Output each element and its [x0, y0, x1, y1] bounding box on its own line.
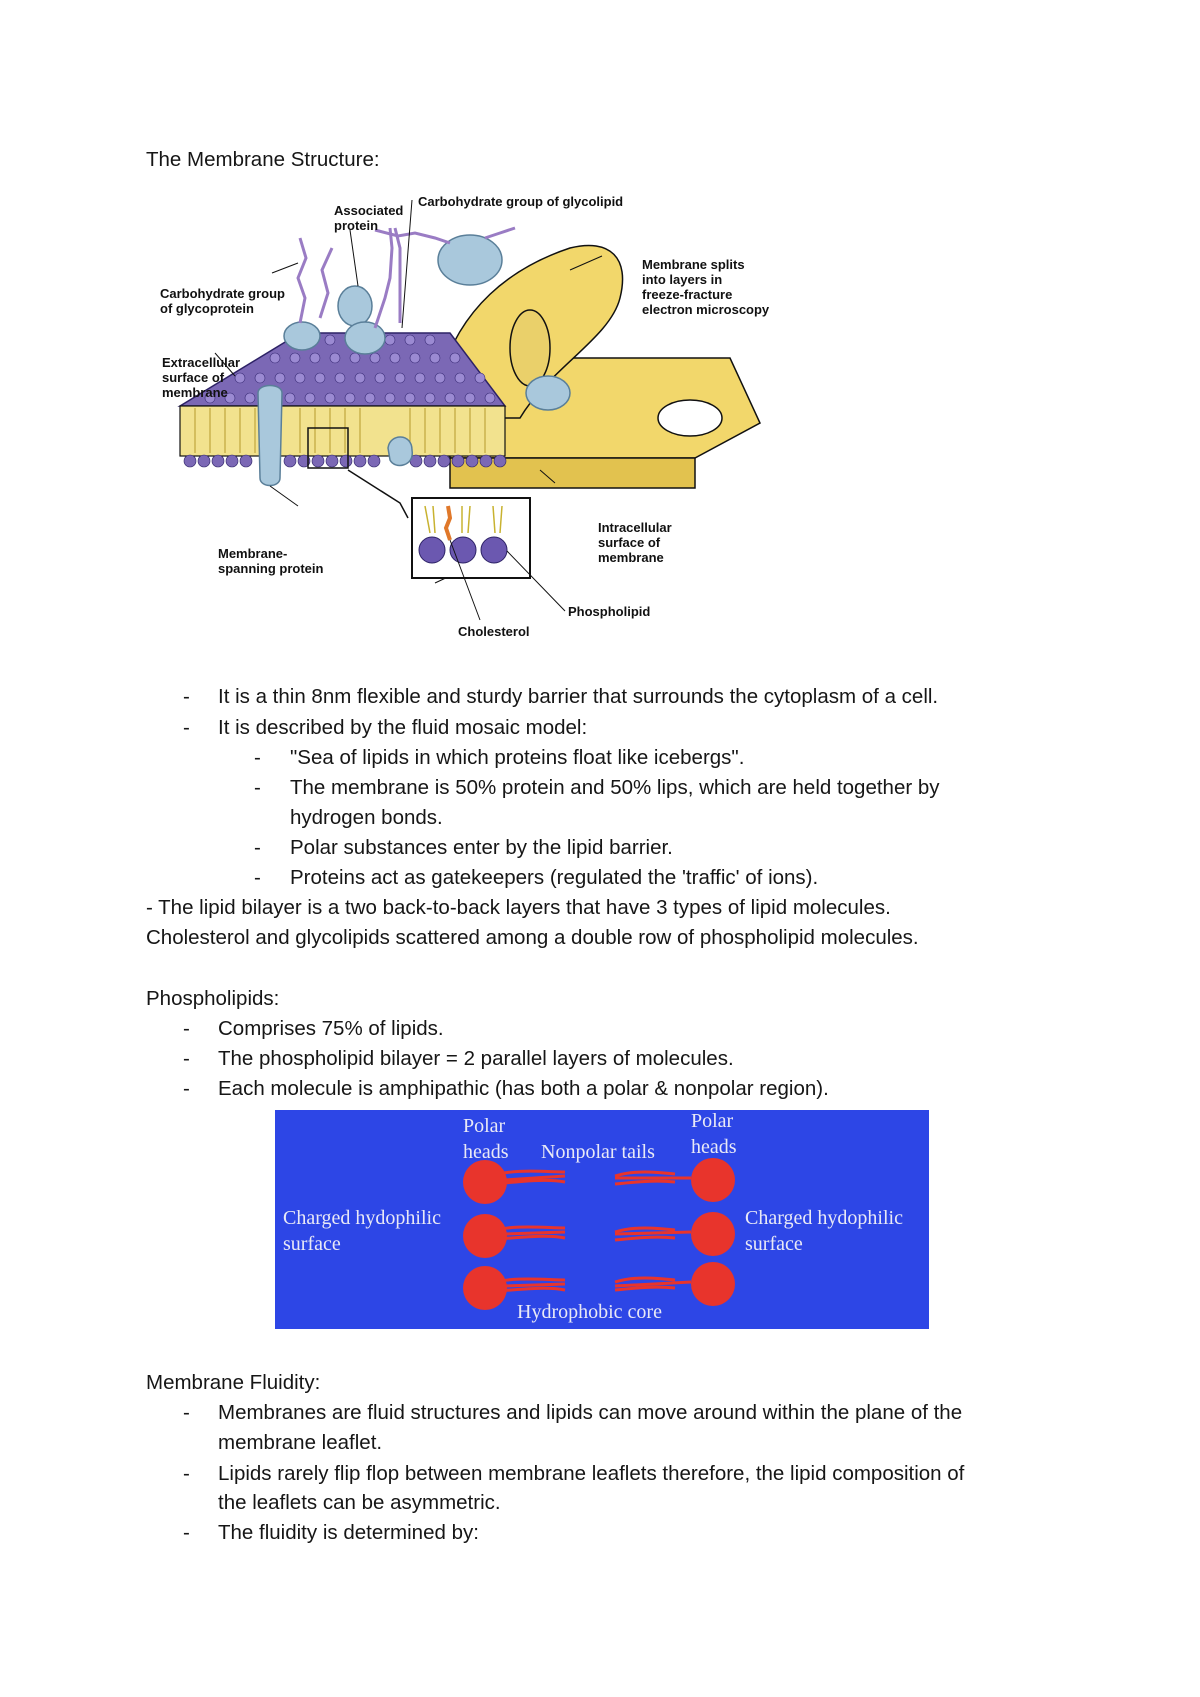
label-polar-heads-right: Polar heads [691, 1110, 737, 1158]
slab-hole [658, 400, 722, 436]
label-spanning-protein: Membrane- spanning protein [218, 546, 324, 576]
label-cholesterol: Cholesterol [458, 624, 530, 639]
split-layer-opening [510, 310, 550, 386]
label-charged-right: Charged hydophilic surface [745, 1207, 903, 1255]
inset-head-3 [481, 537, 507, 563]
structure-bullet: It is a thin 8nm flexible and sturdy barrier that surrounds the cytoplasm of a cell. [218, 685, 939, 708]
phospholipid-leader [507, 551, 565, 611]
label-intracellular: Intracellular surface of membrane [598, 520, 672, 565]
phospholipid-bullet: Each molecule is amphipathic (has both a polar & nonpolar region). [218, 1077, 829, 1100]
fluidity-bullet: The fluidity is determined by: [218, 1521, 479, 1544]
heading-phospholipids: Phospholipids: [146, 987, 280, 1010]
sub-bullet-dash: - [254, 836, 261, 859]
structure-sub-bullet: Polar substances enter by the lipid barrier. [290, 836, 673, 859]
fluidity-bullet-continuation: the leaflets can be asymmetric. [218, 1491, 501, 1514]
label-polar-heads-left: Polar heads [463, 1115, 509, 1163]
phospholipid-bullet: Comprises 75% of lipids. [218, 1017, 444, 1040]
structure-sub-bullet: Proteins act as gatekeepers (regulated the 'traffic' of ions). [290, 866, 819, 889]
bullet-dash: - [183, 716, 190, 739]
phospholipid-bullet: The phospholipid bilayer = 2 parallel layers of molecules. [218, 1047, 734, 1070]
label-phospholipid: Phospholipid [568, 604, 651, 619]
fluidity-bullet-continuation: membrane leaflet. [218, 1431, 383, 1454]
sub-bullet-dash: - [254, 746, 261, 769]
bilayer-line: - The lipid bilayer is a two back-to-back layers that have 3 types of lipid molecules. [146, 896, 891, 919]
fractured-protein [526, 376, 570, 410]
bullet-dash: - [183, 1521, 190, 1544]
fluidity-bullet: Membranes are fluid structures and lipids can move around within the plane of the [218, 1401, 963, 1424]
label-carb-glycoprotein: Carbohydrate group of glycoprotein [160, 286, 285, 316]
bilayer-diagram [275, 1110, 929, 1329]
peripheral-protein [388, 437, 412, 465]
sub-bullet-dash: - [254, 866, 261, 889]
protein [345, 322, 385, 354]
structure-bullet: It is described by the fluid mosaic model: [218, 716, 588, 739]
membrane-spanning-protein [258, 386, 282, 486]
label-carb-glycolipid: Carbohydrate group of glycolipid [418, 194, 624, 209]
associated-protein [338, 286, 372, 326]
label-splits: Membrane splits into layers in freeze-fracture electron microscopy [642, 257, 770, 317]
structure-sub-bullet: The membrane is 50% protein and 50% lips, which are held together by [290, 776, 940, 799]
bullet-dash: - [183, 1017, 190, 1040]
bullet-dash: - [183, 1077, 190, 1100]
bullet-dash: - [183, 1462, 190, 1485]
bullet-dash: - [183, 1047, 190, 1070]
membrane-structure-figure [150, 188, 800, 648]
sub-bullet-dash: - [254, 776, 261, 799]
label-extracellular: Extracellular surface of membrane [162, 355, 241, 400]
bullet-dash: - [183, 1401, 190, 1424]
zoom-arrow [348, 470, 408, 518]
inset-head-1 [419, 537, 445, 563]
bilayer-line: Cholesterol and glycolipids scattered among a double row of phospholipid molecules. [146, 926, 919, 949]
fluidity-bullet: Lipids rarely flip flop between membrane leaflets therefore, the lipid composition of [218, 1462, 965, 1485]
label-charged-left: Charged hydophilic surface [283, 1207, 441, 1255]
label-hydrophobic-core: Hydrophobic core [517, 1301, 662, 1323]
structure-sub-bullet-continuation: hydrogen bonds. [290, 806, 443, 829]
glycoprotein [284, 322, 320, 350]
label-nonpolar-tails: Nonpolar tails [541, 1141, 655, 1163]
lipid-tail-layer [180, 406, 505, 456]
bottom-head-row [184, 455, 506, 467]
heading-membrane-structure: The Membrane Structure: [146, 148, 380, 171]
bullet-dash: - [183, 685, 190, 708]
label-associated-protein: Associated protein [334, 203, 404, 233]
structure-sub-bullet: "Sea of lipids in which proteins float like icebergs". [290, 746, 745, 769]
heading-membrane-fluidity: Membrane Fluidity: [146, 1371, 321, 1394]
